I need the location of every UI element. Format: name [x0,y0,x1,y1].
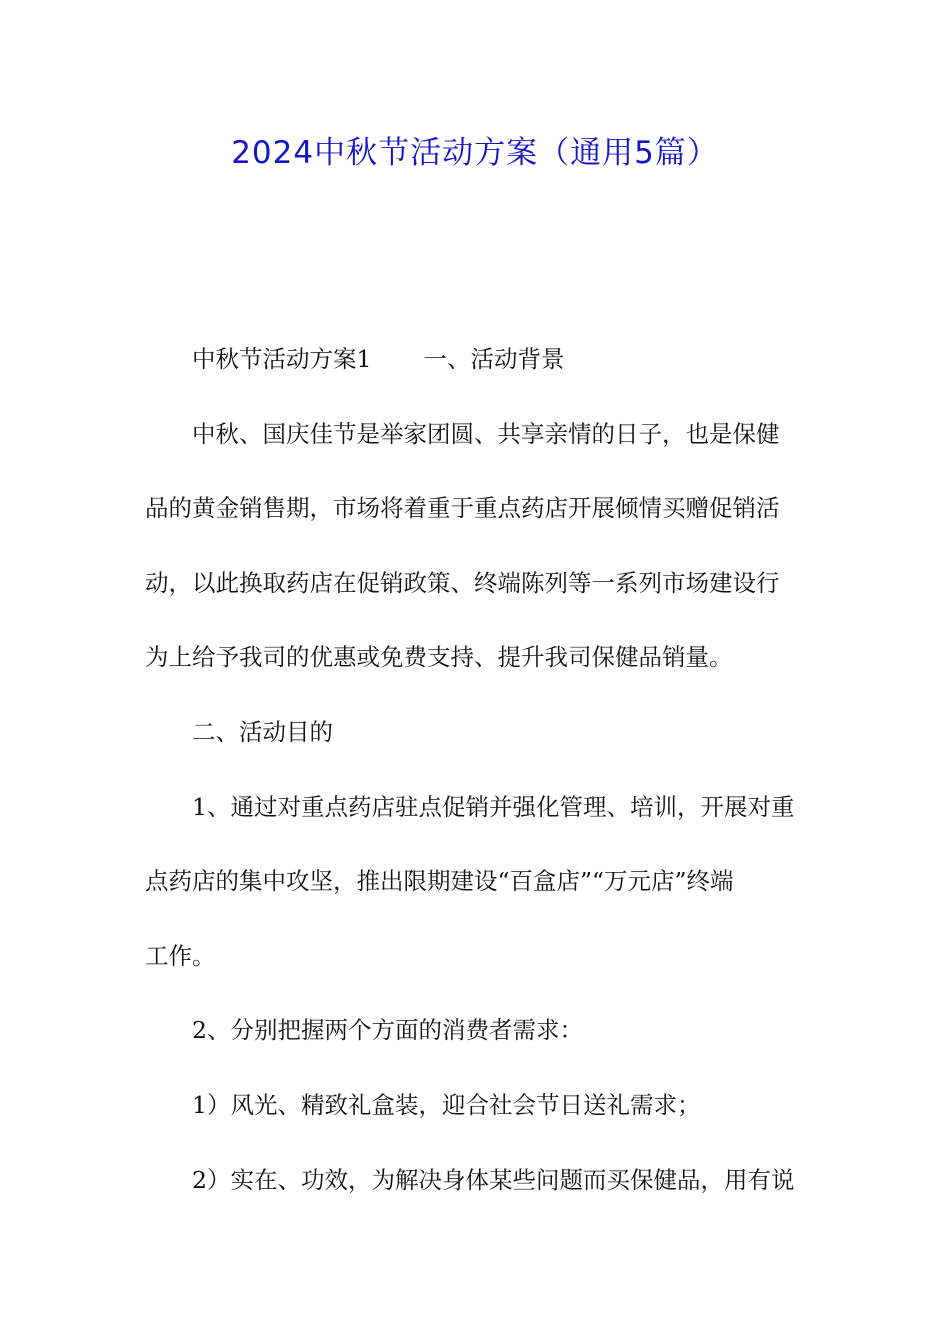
document-title: 2024中秋节活动方案（通用5篇） [231,135,719,171]
list-item: 2）实在、功效，为解决身体某些问题而买保健品，用有说 [192,1165,795,1194]
section-subheading: 一、活动背景 [423,345,565,373]
paragraph-line: 动，以此换取药店在促销政策、终端陈列等一系列市场建设行 [145,568,780,597]
paragraph-line: 为上给予我司的优惠或免费支持、提升我司保健品销量。 [145,643,733,672]
paragraph-line: 1、通过对重点药店驻点促销并强化管理、培训，开展对重 [192,792,795,821]
paragraph-line: 工作。 [145,941,216,970]
paragraph-line: 2、分别把握两个方面的消费者需求： [192,1016,583,1045]
document-body [145,334,810,1229]
paragraph-line: 点药店的集中攻坚，推出限期建设“百盒店”“万元店”终端 [145,867,734,896]
paragraph-line: 中秋、国庆佳节是举家团圆、共享亲情的日子，也是保健 [192,419,780,448]
section-heading: 二、活动目的 [192,717,333,746]
plan-heading: 中秋节活动方案1 [192,345,372,373]
list-item: 1）风光、精致礼盒装，迎合社会节日送礼需求； [192,1090,701,1119]
paragraph-line: 品的黄金销售期，市场将着重于重点药店开展倾情买赠促销活 [145,494,780,523]
section-heading-line [145,334,810,409]
